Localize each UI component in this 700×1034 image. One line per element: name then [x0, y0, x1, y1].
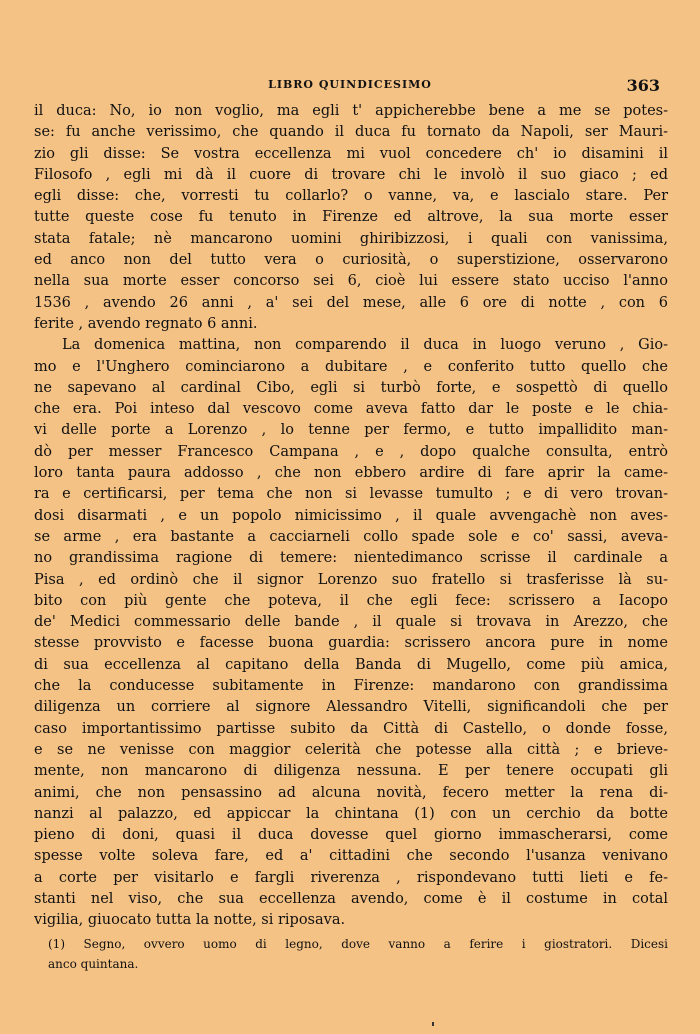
text-line: ed anco non del tutto vera o curiosità, o superstizione, osservarono: [34, 252, 668, 269]
text-line: stanti nel viso, che sua eccellenza avendo, come è il costume in cotal: [34, 890, 668, 907]
text-line: La domenica mattina, non comparendo il duca in luogo veruno , Gio-: [62, 337, 668, 354]
text-line: pieno di doni, quasi il duca dovesse quel giorno immascherarsi, come: [34, 827, 668, 844]
body-text: [34, 101, 668, 932]
text-line: caso importantissimo partisse subito da Città di Castello, o donde fosse,: [34, 720, 668, 737]
text-line: diligenza un corriere al signore Alessandro Vitelli, significandoli che per: [34, 699, 668, 716]
text-line: loro tanta paura addosso , che non ebbero ardire di fare aprir la came-: [34, 465, 668, 482]
text-line: spesse volte soleva fare, ed a' cittadini che secondo l'usanza venivano: [34, 848, 668, 865]
text-line: stata fatale; nè mancarono uomini ghiribizzosi, i quali con vanissima,: [34, 230, 668, 247]
text-line: nanzi al palazzo, ed appiccar la chintana (1) con un cerchio da botte: [34, 805, 668, 822]
text-line: dò per messer Francesco Campana , e , dopo qualche consulta, entrò: [34, 443, 668, 460]
text-line: che la conducesse subitamente in Firenze: mandarono con grandissima: [34, 678, 668, 695]
text-line: e se ne venisse con maggior celerità che potesse alla città ; e brieve-: [34, 741, 668, 758]
text-line: mente, non mancarono di diligenza nessuna. E per tenere occupati gli: [34, 763, 668, 780]
page-number: 363: [626, 76, 660, 95]
text-line: mo e l'Unghero cominciarono a dubitare , e conferito tutto quello che: [34, 358, 668, 375]
running-title: LIBRO QUINDICESIMO: [268, 78, 432, 91]
text-line: no grandissima ragione di temere: nientedimanco scrisse il cardinale a: [34, 550, 668, 567]
text-line: ferite , avendo regnato 6 anni.: [34, 315, 258, 332]
text-line: che era. Poi inteso dal vescovo come aveva fatto dar le poste e le chia-: [34, 401, 668, 418]
running-head: [40, 78, 660, 98]
text-line: animi, che non pensassino ad alcuna novità, fecero metter la rena di-: [34, 784, 668, 801]
text-line: il duca: No, io non voglio, ma egli t' appicherebbe bene a me se potes-: [34, 103, 668, 119]
text-line: ra e certificarsi, per tema che non si levasse tumulto ; e di vero trovan-: [34, 486, 668, 503]
text-line: bito con più gente che poteva, il che egli fece: scrissero a Iacopo: [34, 592, 668, 609]
text-line: a corte per visitarlo e fargli riverenza , rispondevano tutti lieti e fe-: [34, 869, 668, 886]
text-line: de' Medici commessario delle bande , il quale si trovava in Arezzo, che: [34, 614, 668, 631]
text-line: nella sua morte esser concorso sei 6, cioè lui essere stato ucciso l'anno: [34, 273, 668, 290]
text-line: 1536 , avendo 26 anni , a' sei del mese, alle 6 ore di notte , con 6: [34, 294, 668, 311]
text-line: ne sapevano al cardinal Cibo, egli si turbò forte, e sospettò di quello: [34, 379, 668, 396]
text-line: se: fu anche verissimo, che quando il duca fu tornato da Napoli, ser Mauri-: [34, 124, 668, 141]
text-line: stesse provvisto e facesse buona guardia: scrissero ancora pure in nome: [34, 635, 668, 652]
footnote: [48, 934, 668, 974]
text-line: Filosofo , egli mi dà il cuore di trovare chi le involò il suo giaco ; ed: [34, 166, 668, 183]
text-line: tutte queste cose fu tenuto in Firenze ed altrove, la sua morte esser: [34, 209, 668, 226]
text-line: egli disse: che, vorresti tu collarlo? o vanne, va, e lascialo stare. Per: [34, 188, 668, 205]
text-line: vigilia, giuocato tutta la notte, si riposava.: [34, 912, 346, 929]
text-line: Pisa , ed ordinò che il signor Lorenzo suo fratello si trasferisse là su-: [34, 571, 668, 588]
text-line: dosi disarmati , e un popolo nimicissimo , il quale avvengachè non aves-: [34, 507, 668, 524]
footnote-line: anco quintana.: [48, 957, 139, 971]
text-line: vi delle porte a Lorenzo , lo tenne per fermo, e tutto impallidito man-: [34, 422, 668, 439]
text-line: zio gli disse: Se vostra eccellenza mi vuol concedere ch' io disamini il: [34, 145, 668, 162]
text-line: se arme , era bastante a cacciarneli collo spade sole e co' sassi, aveva-: [34, 528, 668, 545]
footnote-line: (1) Segno, ovvero uomo di legno, dove vanno a ferire i giostratori. Dicesi: [48, 937, 668, 951]
text-line: di sua eccellenza al capitano della Banda di Mugello, come più amica,: [34, 656, 668, 673]
print-speck: [432, 1022, 434, 1026]
